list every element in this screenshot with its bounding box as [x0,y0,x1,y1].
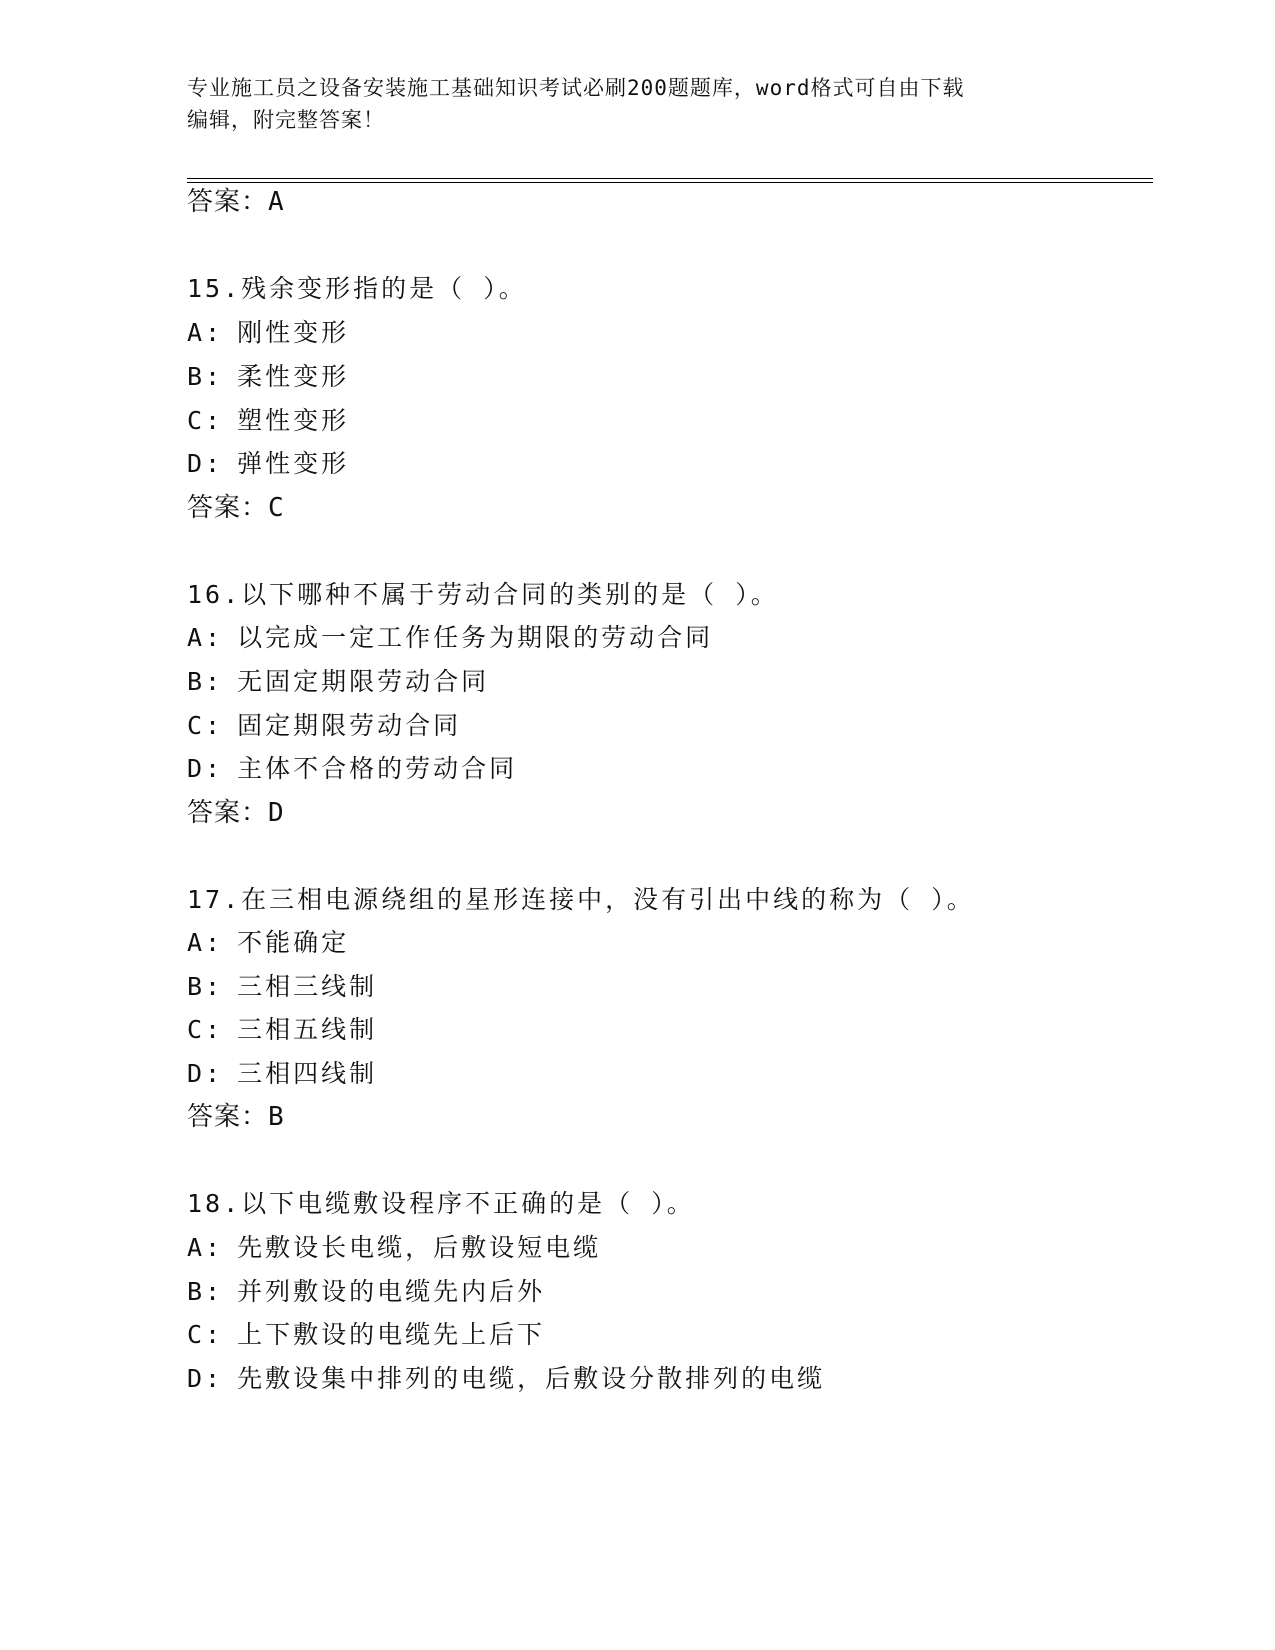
question-18-option-b [187,1275,545,1309]
option-text: 以完成一定工作任务为期限的劳动合同 [237,623,714,652]
option-letter: D: [187,449,224,478]
option-text: 弹性变形 [237,449,350,478]
option-text: 柔性变形 [237,362,350,391]
option-text: 三相三线制 [237,972,378,1001]
header-divider-top [187,178,1153,179]
option-letter: A: [187,623,224,652]
question-18-option-c [187,1318,545,1352]
header-line-2: 编辑，附完整答案！ [187,108,385,132]
question-15-answer: 答案：C [187,493,285,523]
option-letter: C: [187,1015,224,1044]
option-text: 三相四线制 [237,1059,378,1088]
question-16-option-a [187,621,713,655]
option-letter: D: [187,1364,224,1393]
question-16-stem: 16.以下哪种不属于劳动合同的类别的是（ ）。 [187,580,779,609]
option-letter: B: [187,972,224,1001]
option-letter: B: [187,1277,224,1306]
previous-answer: 答案：A [187,187,285,217]
question-16-option-b [187,665,489,699]
option-letter: D: [187,754,224,783]
question-18-option-a [187,1231,601,1265]
option-letter: A: [187,318,224,347]
question-16-option-d [187,752,517,786]
option-text: 上下敷设的电缆先上后下 [237,1320,546,1349]
question-15-option-c [187,404,349,438]
option-letter: C: [187,1320,224,1349]
option-text: 先敷设长电缆，后敷设短电缆 [237,1233,602,1262]
question-17-option-a [187,926,349,960]
option-letter: C: [187,711,224,740]
option-text: 主体不合格的劳动合同 [237,754,518,783]
question-16-option-c [187,709,461,743]
option-text: 刚性变形 [237,318,350,347]
option-letter: A: [187,1233,224,1262]
option-letter: A: [187,928,224,957]
question-18-option-d [187,1362,825,1396]
question-15-stem: 15.残余变形指的是（ ）。 [187,274,527,303]
question-15-option-b [187,360,349,394]
question-16-answer: 答案：D [187,798,285,828]
option-text: 并列敷设的电缆先内后外 [237,1277,546,1306]
question-17-option-d [187,1057,377,1091]
question-15-option-d [187,447,349,481]
option-letter: C: [187,406,224,435]
option-text: 固定期限劳动合同 [237,711,462,740]
question-15-option-a [187,316,349,350]
option-text: 三相五线制 [237,1015,378,1044]
question-17-answer: 答案：B [187,1102,285,1132]
header-divider-bottom [187,182,1153,183]
option-letter: D: [187,1059,224,1088]
option-text: 先敷设集中排列的电缆，后敷设分散排列的电缆 [237,1364,826,1393]
option-letter: B: [187,667,224,696]
question-17-option-b [187,970,377,1004]
header-line-1: 专业施工员之设备安装施工基础知识考试必刷200题题库，word格式可自由下载 [187,76,965,100]
option-text: 不能确定 [237,928,350,957]
question-18-stem: 18.以下电缆敷设程序不正确的是（ ）。 [187,1189,695,1218]
question-17-option-c [187,1013,377,1047]
option-text: 塑性变形 [237,406,350,435]
option-letter: B: [187,362,224,391]
option-text: 无固定期限劳动合同 [237,667,490,696]
page-header [187,72,1067,136]
question-17-stem: 17.在三相电源绕组的星形连接中，没有引出中线的称为（ ）。 [187,885,975,914]
